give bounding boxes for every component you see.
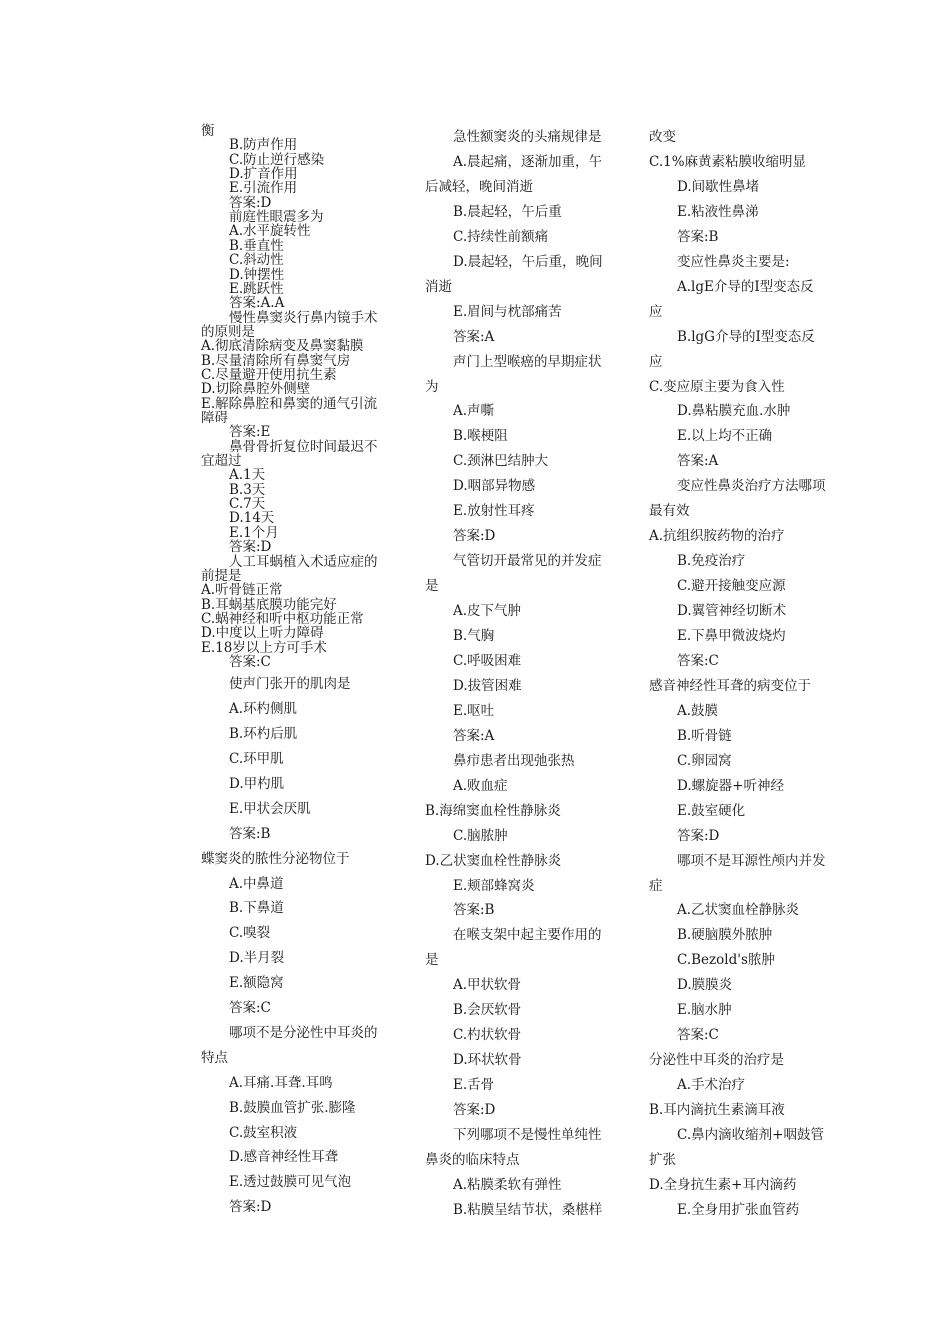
text-line: B.下鼻道 — [229, 900, 284, 917]
text-line: B.硬脑膜外脓肿 — [677, 927, 773, 944]
text-line: 症 — [649, 877, 663, 894]
text-line: A.声嘶 — [453, 403, 495, 420]
text-line: A.手术治疗 — [677, 1077, 746, 1094]
text-line: D.拔管困难 — [453, 677, 522, 694]
text-line: 慢性鼻窦炎行鼻内镜手术 — [229, 309, 378, 326]
text-line: D.甲杓肌 — [229, 775, 285, 792]
text-line: 答案:C — [677, 1027, 719, 1044]
text-line: 的原则是 — [201, 323, 255, 340]
text-line: A.1天 — [229, 467, 266, 484]
text-line: B.3天 — [229, 481, 266, 498]
text-line: 气管切开最常见的并发症 — [453, 553, 602, 570]
text-line: C.变应原主要为食入性 — [649, 378, 785, 395]
text-line: 变应性鼻炎主要是: — [677, 253, 790, 270]
text-line: 消逝 — [425, 278, 452, 295]
text-line: E.呕吐 — [453, 702, 495, 719]
text-line: C.持续性前额痛 — [453, 228, 549, 245]
text-line: C.蜗神经和听中枢功能正常 — [201, 610, 364, 627]
text-line: E.下鼻甲微波烧灼 — [677, 628, 786, 644]
text-line: 答案:B — [453, 902, 495, 919]
text-line: 答案:D — [677, 827, 720, 844]
text-line: 答案:C — [229, 653, 271, 670]
text-line: B.垂直性 — [229, 237, 284, 254]
text-line: 使声门张开的肌肉是 — [229, 676, 351, 693]
text-line: 扩张 — [649, 1151, 676, 1168]
text-line: B.气胸 — [453, 628, 495, 644]
text-line: D.膜膜炎 — [677, 977, 733, 994]
text-line: E.额隐窝 — [229, 975, 284, 992]
text-line: C.颈淋巴结肿大 — [453, 453, 549, 470]
text-line: A.抗组织胺药物的治疗 — [649, 528, 785, 545]
text-line: D.中度以上听力障碍 — [201, 625, 324, 642]
text-line: 感音神经性耳聋的病变位于 — [649, 677, 811, 694]
text-line: 急性额窦炎的头痛规律是 — [453, 129, 602, 145]
text-line: A.听骨链正常 — [201, 582, 283, 599]
text-line: 为 — [425, 378, 439, 395]
text-line: B.免疫治疗 — [677, 553, 746, 570]
text-line: E.解除鼻腔和鼻窦的通气引流 — [201, 395, 378, 412]
text-line: B.晨起轻，午后重 — [453, 203, 562, 220]
text-line: 前庭性眼震多为 — [229, 209, 324, 226]
text-line: C.防止逆行感染 — [229, 151, 325, 168]
text-line: B.海绵窦血栓性静脉炎 — [425, 802, 561, 819]
text-line: 答案:A — [677, 453, 719, 470]
text-line: 鼻疖患者出现弛张热 — [453, 752, 575, 769]
text-line: E.18岁以上方可手术 — [201, 639, 327, 656]
text-line: C.呼吸困难 — [453, 652, 522, 669]
text-line: D.钟摆性 — [229, 266, 285, 283]
text-line: 是 — [425, 952, 439, 969]
text-line: C.鼓室积液 — [229, 1124, 298, 1141]
text-line: 答案:E — [229, 424, 271, 441]
text-line: A.鼓膜 — [677, 702, 719, 719]
text-line: E.1个月 — [229, 524, 279, 541]
text-line: A.中鼻道 — [229, 875, 284, 892]
text-line: B.粘膜呈结节状，桑椹样 — [453, 1201, 603, 1218]
text-line: 哪项不是耳源性颅内并发 — [677, 852, 826, 869]
text-line: 答案:A — [453, 328, 495, 345]
text-line: C.嗅裂 — [229, 925, 271, 942]
text-line: C.卵园窝 — [677, 752, 732, 769]
text-line: E.全身用扩张血管药 — [677, 1201, 800, 1218]
text-line: A.彻底清除病变及鼻窦黏膜 — [201, 338, 364, 355]
text-line: 答案:C — [677, 652, 719, 669]
text-line: B.会厌软骨 — [453, 1002, 522, 1019]
text-line: 答案:D — [229, 1199, 272, 1216]
text-line: 答案:D — [453, 528, 496, 545]
text-line: A.粘膜柔软有弹性 — [453, 1176, 562, 1193]
text-line: D.咽部异物感 — [453, 478, 536, 495]
text-line: E.放射性耳疼 — [453, 503, 535, 520]
text-line: E.颊部蜂窝炎 — [453, 877, 535, 894]
text-line: E.眉间与枕部痛苦 — [453, 303, 562, 320]
text-line: 鼻骨骨折复位时间最迟不 — [229, 438, 378, 455]
text-line: 答案:C — [229, 1000, 271, 1016]
text-line: E.舌骨 — [453, 1077, 495, 1094]
text-line: 人工耳蜗植入术适应症的 — [229, 553, 378, 570]
text-line: B.耳内滴抗生素滴耳液 — [649, 1102, 785, 1119]
text-line: 鼻炎的临床特点 — [425, 1151, 520, 1168]
text-line: B.尽量清除所有鼻窦气房 — [201, 352, 351, 369]
text-line: A.耳痛.耳聋.耳鸣 — [229, 1074, 333, 1091]
text-line: 改变 — [649, 129, 676, 145]
text-line: 在喉支架中起主要作用的 — [453, 927, 602, 944]
text-line: 应 — [649, 353, 663, 370]
text-line: E.跳跃性 — [229, 280, 284, 297]
text-line: E.粘液性鼻涕 — [677, 203, 759, 220]
text-line: A.环杓侧肌 — [229, 701, 298, 718]
text-line: C.杓状软骨 — [453, 1027, 522, 1044]
text-line: 应 — [649, 303, 663, 320]
text-line: E.透过鼓膜可见气泡 — [229, 1174, 352, 1191]
text-line: B.防声作用 — [229, 137, 298, 154]
text-line: 答案:A — [453, 727, 495, 744]
text-line: A.败血症 — [453, 777, 508, 794]
text-line: E.甲状会厌肌 — [229, 800, 311, 817]
text-line: 分泌性中耳炎的治疗是 — [649, 1052, 784, 1069]
text-line: C.避开接触变应源 — [677, 578, 786, 595]
text-line: 变应性鼻炎治疗方法哪项 — [677, 478, 826, 495]
text-line: C.斜动性 — [229, 252, 284, 269]
text-line: B.lgG介导的Ⅰ型变态反 — [677, 328, 815, 345]
text-line: E.鼓室硬化 — [677, 802, 746, 819]
text-line: 前提是 — [201, 567, 242, 584]
text-line: D.环状软骨 — [453, 1052, 522, 1069]
text-line: D.14天 — [229, 510, 275, 527]
text-line: B.鼓膜血管扩张.膨隆 — [229, 1099, 356, 1116]
text-line: D.鼻粘膜充血.水肿 — [677, 403, 791, 420]
text-line: D.翼管神经切断术 — [677, 603, 787, 620]
text-line: B.环杓后肌 — [229, 726, 298, 743]
text-line: C.7天 — [229, 496, 266, 513]
text-line: C.鼻内滴收缩剂+咽鼓管 — [677, 1127, 824, 1143]
text-line: A.晨起痛，逐渐加重，午 — [453, 153, 603, 170]
text-line: B.听骨链 — [677, 727, 732, 744]
text-line: C.1%麻黄素粘膜收缩明显 — [649, 153, 807, 170]
text-line: C.脑脓肿 — [453, 827, 508, 844]
text-line: A.皮下气肿 — [453, 603, 522, 620]
text-line: 后减轻，晚间消逝 — [425, 178, 533, 195]
text-line: D.晨起轻，午后重，晚间 — [453, 253, 603, 270]
text-line: A.乙状窦血栓静脉炎 — [677, 902, 800, 919]
text-line: B.耳蜗基底膜功能完好 — [201, 596, 337, 613]
text-line: D.感音神经性耳聋 — [229, 1149, 339, 1166]
text-line: C.环甲肌 — [229, 751, 284, 767]
text-line: 下列哪项不是慢性单纯性 — [453, 1127, 602, 1143]
text-line: D.全身抗生素+耳内滴药 — [649, 1176, 797, 1193]
text-line: A.lgE介导的Ⅰ型变态反 — [677, 278, 814, 295]
text-line: A.水平旋转性 — [229, 223, 311, 240]
text-line: 答案:A.A — [229, 295, 285, 312]
text-line: D.螺旋器+听神经 — [677, 777, 784, 794]
text-line: 声门上型喉癌的早期症状 — [453, 353, 602, 370]
text-line: 答案:D — [229, 194, 272, 211]
text-line: 答案:D — [229, 539, 272, 556]
text-line: 答案:B — [229, 825, 271, 842]
text-line: D.半月裂 — [229, 950, 285, 967]
text-line: D.乙状窦血栓性静脉炎 — [425, 852, 562, 869]
text-line: 特点 — [201, 1049, 228, 1066]
text-line: 答案:B — [677, 228, 719, 245]
text-line: 衡 — [201, 123, 215, 139]
text-line: A.甲状软骨 — [453, 977, 522, 994]
text-line: B.喉梗阻 — [453, 428, 508, 445]
text-line: D.切除鼻腔外侧壁 — [201, 381, 311, 398]
text-line: E.脑水肿 — [677, 1002, 732, 1019]
text-line: E.以上均不正确 — [677, 428, 773, 445]
text-line: 宜超过 — [201, 453, 242, 470]
text-line: 答案:D — [453, 1102, 496, 1119]
text-line: D.间歇性鼻堵 — [677, 178, 760, 195]
text-line: 最有效 — [649, 503, 690, 520]
text-line: 蝶窦炎的脓性分泌物位于 — [201, 850, 350, 867]
text-line: C.尽量避开使用抗生素 — [201, 366, 337, 383]
text-line: 哪项不是分泌性中耳炎的 — [229, 1024, 378, 1041]
text-line: C.Bezold's脓肿 — [677, 952, 775, 969]
text-line: D.扩音作用 — [229, 166, 298, 183]
text-line: 障碍 — [201, 410, 228, 426]
text-line: 是 — [425, 578, 439, 595]
text-line: E.引流作用 — [229, 180, 298, 197]
